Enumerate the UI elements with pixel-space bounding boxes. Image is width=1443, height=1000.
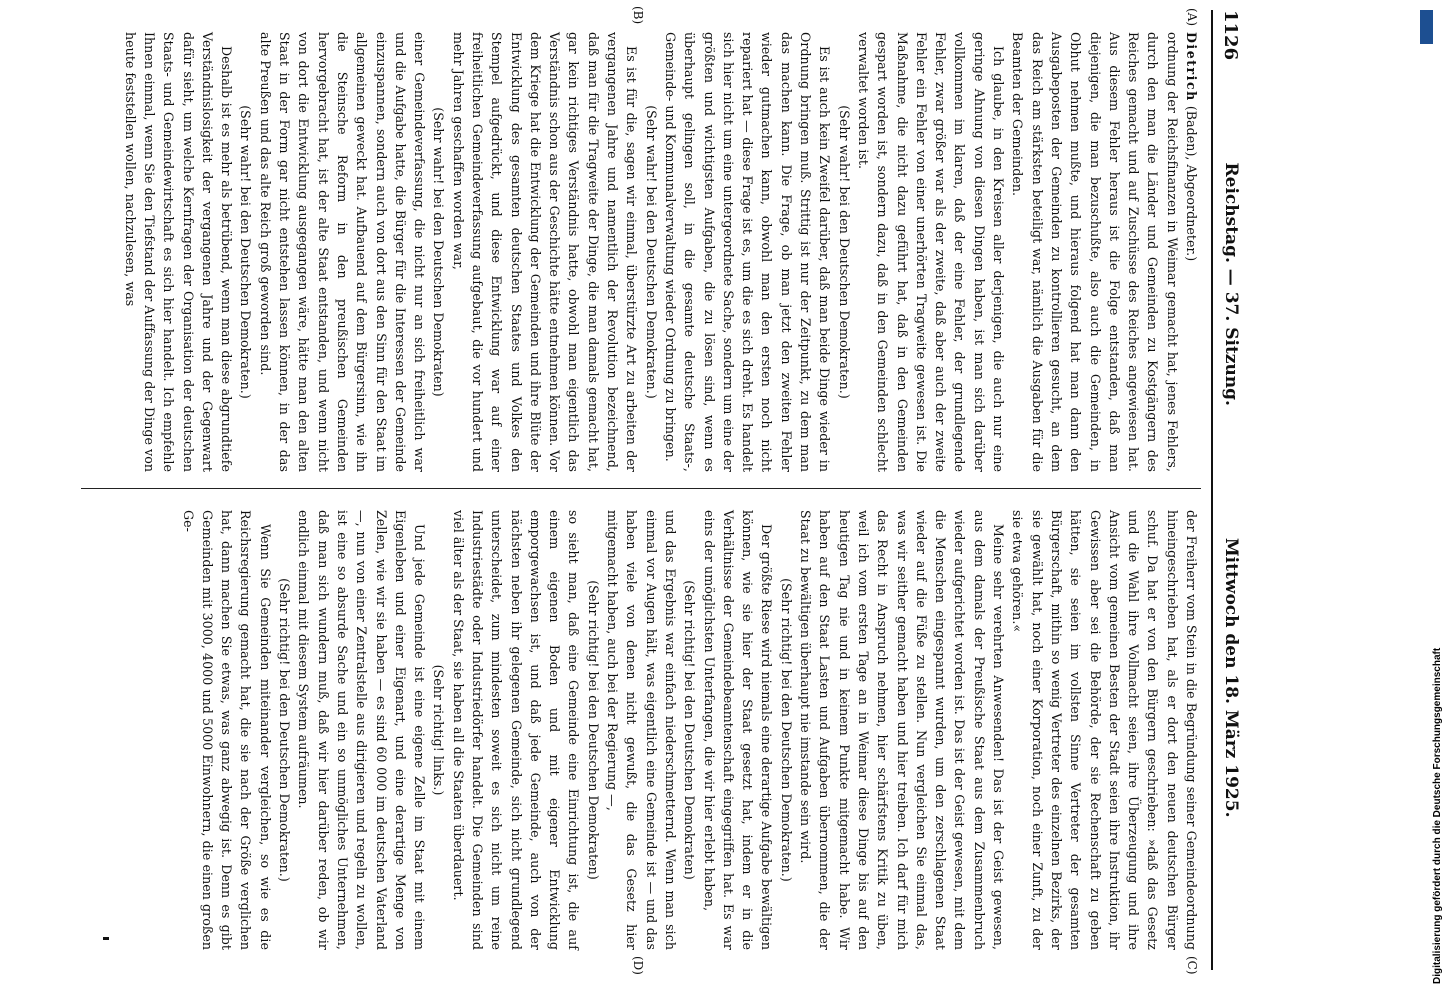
margin-marker-c: (C) (1185, 956, 1199, 975)
dfg-logo (1420, 10, 1442, 44)
funding-strip (1418, 4, 1443, 996)
paragraph: der Freiherr vom Stein in die Begründung seiner Gemeindeordnung hineingeschrieben hat, als er dort den neuen deutschen Bürger schuf. Da hat er von den Bürgern geschrieben: »daß das Gesetz und die Wahl ihre Vollmacht seien, ihre Überzeugung und ihre Ansicht vom gemeinen Besten der Stadt seien ihre Instruktion, ihr Gewissen aber sei die Behörde, der sie Rechenschaft zu geben hätten, sie seien im vollsten Sinne Vertreter der gesamten Bürgerschaft, mithin so wenig Vertreter des einzelnen Bezirks, der sie gewählt hat, noch einer Korporation, noch einer Zunft, zu der sie etwa gehören.« (1010, 510, 1199, 950)
paragraph: Und jede Gemeinde ist eine eigene Zelle im Staat mit einem Eigenleben und einer Eigenart, und eine derartige Menge von Zellen, wie wir sie haben — es sind 60 000 im deutschen Vaterland —, nun von einer Zentralstelle aus dirigieren und regeln zu wollen, ist eine so absurde Sache und ein so unmögliches Unternehmen, daß man sich wundern muß, daß wir hier darüber reden, ob wir endlich einmal mit diesem System aufräumen. (296, 510, 428, 950)
speaker-line (1182, 32, 1201, 472)
paragraph: Ich glaube, in den Kreisen aller derjenigen, die auch nur eine geringe Ahnung von diesen Dingen haben, ist man sich darüber vollkommen im klaren, daß der eine Fehler, der grundlegende Fehler, zwar größer war als der zweite, daß aber auch der zweite Fehler ein Fehler von einer unerhörten Tragweite gewesen ist. Die Maßnahme, die nicht dazu geführt hat, daß in den Gemeinden gespart worden ist, sondern dazu, daß in den Gemeinden schlecht verwaltet worden ist. (855, 32, 1007, 472)
right-column (81, 510, 1201, 950)
interjection: (Sehr wahr! bei den Deutschen Demokraten) (431, 107, 447, 397)
speaker-info: (Baden), Abgeordneter.) (1184, 105, 1199, 262)
margin-marker-d: (D) (631, 956, 645, 975)
paragraph: so sieht man, daß eine Gemeinde eine Einrichtung ist, die auf einem eigenen Boden und mit eigener Entwicklung emporgewachsen ist, und daß jede Gemeinde, auch von der nächsten neben ihr gelegenen Gemeinde, sich nicht grundlegend unterscheidet, zum mindesten soweit es sich nicht um reine Industriestädte oder Industriedörfer handelt. Die Gemeinden sind viel älter als der Staat, sie haben all die Staaten überdauert. (450, 510, 582, 950)
session-title: Reichstag. — 37. Sitzung. (1221, 162, 1241, 406)
margin-marker-a: (A) (1185, 8, 1199, 27)
header-center (1221, 10, 1241, 970)
interjection: (Sehr richtig! bei den Deutschen Demokraten.) (778, 578, 794, 882)
left-column (81, 32, 1201, 472)
header-rule (1211, 10, 1213, 970)
margin-marker-b: (B) (631, 6, 645, 25)
session-date: Mittwoch den 18. März 1925. (1221, 537, 1241, 818)
paragraph: und das Ergebnis war einfach niederschmetternd. Wenn man sich einmal vor Augen hält, was eigentlich eine Gemeinde ist — und das haben viele von denen nicht gewußt, die das Gesetz hier mitgemacht haben, auch bei der Regierung —, (605, 510, 678, 950)
paragraph: Wenn Sie Gemeinden miteinander vergleichen, so wie es die Reichsregierung gemacht hat, die sie nach der Größe verglichen hat, dann machen Sie etwas, was ganz abwegig ist. Denn es gibt Gemeinden mit 3000, 4000 und 5000 Einwohnern, die einen großen Ge- (180, 510, 273, 950)
scan-mark (103, 937, 109, 940)
column-divider (81, 488, 1201, 489)
interjection: (Sehr richtig! links.) (431, 664, 447, 796)
paragraph: einer Gemeindeverfassung, die nicht nur an sich freiheitlich war und die Aufgabe hatte, die Bürger für die Interessen der Gemeinde einzuspannen, sondern auch von dort aus den Sinn für den Staat im allgemeinen geweckt hat. Aufbauend auf dem Bürgersinn, wie ihn die Steinsche Reform in den preußischen Gemeinden hervorgebracht hat, ist der alte Staat entstanden, und wenn nicht von dort die Entwicklung ausgegangen wäre, hätte man den alten Staat in der Form gar nicht entstehen lassen können, in der das alte Preußen und das alte Reich groß geworden sind. (257, 32, 428, 472)
paragraph: Deshalb ist es mehr als betrübend, wenn man diese abgrundtiefe Verständnislosigkeit der vergangenen Jahre und der Gegenwart dafür sieht, um welche Kernfragen der Organisation der deutschen Staats- und Gemeindewirtschaft es sich hier handelt. Ich empfehle Ihnen einmal, wenn Sie den Tiefstand der Auffassung der Dinge von heute feststellen wollen, nachzulesen, was (122, 32, 235, 472)
interjection: (Sehr wahr! bei den Deutschen Demokraten.) (643, 105, 659, 399)
funding-note: Digitalisierung gefördert durch die Deutsche Forschungsgemeinschaft (1432, 647, 1443, 984)
paragraph: Der größte Riese wird niemals eine derartige Aufgabe bewältigen können, wie sie hier der Staat gesetzt hat, indem er in die Verhältnisse der Gemeindebeamtenschaft eingegriffen hat. Es war eins der umöglichsten Unterfangen, die wir hier erlebt haben, (701, 510, 775, 950)
interjection: (Sehr richtig! bei den Deutschen Demokraten) (682, 580, 698, 880)
interjection: (Sehr wahr! bei den Deutschen Demokraten.) (238, 105, 254, 399)
paragraph: Es ist für die, sagen wir einmal, überstürzte Art zu arbeiten der vergangenen Jahre und namentlich der Revolution bezeichnend, daß man für die Tragweite der Dinge, die man damals gemacht hat, gar kein richtiges Verständnis hatte, obwohl man eigentlich das Verständnis schon aus der Geschichte hätte entnehmen können. Vor dem Kriege hat die Entwicklung der Gemeinden und ihre Blüte der Entwicklung des gesamten deutschen Staates und Volkes den Stempel aufgedrückt, und diese Entwicklung war auf einer freiheitlichen Gemeindeverfassung aufgebaut, die vor hundert und mehr Jahren geschaffen worden war, (450, 32, 640, 472)
interjection: (Sehr richtig! bei den Deutschen Demokraten) (585, 580, 601, 880)
paragraph: Es ist auch kein Zweifel darüber, daß man beide Dinge wieder in Ordnung bringen muß. Strittig ist nur der Zeitpunkt, zu dem man das machen kann. Die Frage, ob man jetzt den zweiten Fehler wieder gutmachen kann, obwohl man den ersten noch nicht repariert hat — diese Frage ist es, um die es sich dreht. Es handelt sich hier nicht um eine untergeordnete Sache, sondern um eine der größten und wichtigsten Aufgaben, die zu lösen sind, wenn es überhaupt gelingen soll, in die gesamte deutsche Staats-, Gemeinde- und Kommunalverwaltung wieder Ordnung zu bringen. (662, 32, 833, 472)
dfg-logo-text: DFG (1432, 21, 1442, 40)
rotated-page-content (65, 6, 1245, 975)
page-number: 1126 (1220, 10, 1241, 61)
page-header (1205, 10, 1245, 970)
interjection: (Sehr richtig! bei den Deutschen Demokraten.) (277, 578, 293, 882)
paragraph: ordnung der Reichsfinanzen in Weimar gemacht hat, jenes Fehlers, durch den man die Länder und Gemeinden zu Kostgängern des Reiches gemacht und auf Zuschüsse des Reiches angewiesen hat. Aus diesem Fehler heraus ist die Folge entstanden, daß man diejenigen, die man bezuschußte, also auch die Gemeinden, in Obhut nehmen mußte, und hieraus folgend hat man dann den Ausgabeposten der Gemeinden zu kontrollieren gesucht, an dem das Reich am stärksten beteiligt war, nämlich die Ausgaben für die Beamten der Gemeinden. (1010, 32, 1180, 472)
interjection: (Sehr wahr! bei den Deutschen Demokraten.) (836, 105, 852, 399)
paragraph: Meine sehr verehrten Anwesenden! Das ist der Geist gewesen, aus dem damals der Preußische Staat aus dem Zusammenbruch wieder aufgerichtet worden ist. Das ist der Geist gewesen, mit dem die Menschen eingespannt wurden, um den zerschlagenen Staat wieder auf die Füße zu stellen. Nun vergleichen Sie einmal das, was wir seither gemacht haben und hier treiben. Ich darf für mich das Recht in Anspruch nehmen, hier schärfstens Kritik zu üben, weil ich vom ersten Tage an in Weimar diese Dinge bis auf den heutigen Tag nie und in keinem Punkte mitgemacht habe. Wir haben auf den Staat Lasten und Aufgaben übernommen, die der Staat zu bewältigen überhaupt nie imstande sein wird. (798, 510, 1007, 950)
speaker-name: Dietrich (1184, 32, 1199, 102)
